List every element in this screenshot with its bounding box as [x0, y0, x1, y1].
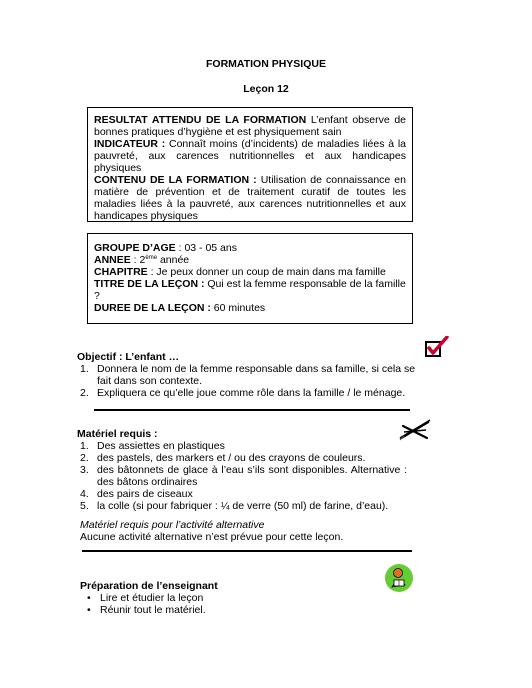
chapter: [94, 266, 406, 278]
duration: [94, 302, 406, 314]
lesson-info-box: [87, 233, 413, 324]
lesson-name: [94, 278, 406, 302]
materials-list: [77, 440, 407, 512]
alternative-materials: [80, 519, 410, 543]
section-divider: [94, 409, 410, 411]
list-number: 3.: [80, 464, 89, 476]
list-number: 1.: [80, 440, 89, 452]
chapter-value: : Je peux donner un coup de main dans ma famille: [147, 266, 386, 278]
list-number: 2.: [80, 452, 89, 464]
lesson-name-label: TITRE DE LA LEÇON :: [94, 278, 205, 290]
list-text: des pairs de ciseaux: [97, 488, 193, 500]
list-item: [80, 592, 410, 604]
training-content: [94, 174, 406, 222]
alternative-heading: Matériel requis pour l’activité alternative: [80, 519, 265, 531]
page-title: FORMATION PHYSIQUE: [206, 58, 326, 70]
list-text: Expliquera ce qu’elle joue comme rôle dans la famille / le ménage.: [97, 387, 406, 399]
list-number: 2.: [80, 387, 89, 399]
bullet-icon: •: [87, 592, 91, 604]
list-item: [77, 500, 407, 512]
checkbox-check-icon: [425, 336, 449, 360]
materials-section: [77, 428, 407, 512]
alternative-text: Aucune activité alternative n’est prévue pour cette leçon.: [80, 531, 344, 543]
age-group: [94, 242, 406, 254]
expected-result-label: RESULTAT ATTENDU DE LA FORMATION: [94, 114, 307, 126]
year-suffix: année: [157, 254, 190, 266]
list-item: [77, 363, 417, 387]
preparation-list: [80, 592, 410, 616]
list-item: [77, 488, 407, 500]
list-item: [77, 387, 417, 399]
list-text: des bâtonnets de glace à l’eau s’ils sont disponibles. Alternative : des bâtons ordinaires: [97, 464, 407, 488]
expected-result-box: [87, 107, 413, 222]
year-label: ANNEE: [94, 254, 131, 266]
list-item: [80, 604, 410, 616]
list-item: [77, 440, 407, 452]
training-content-label: CONTENU DE LA FORMATION :: [94, 174, 257, 186]
objective-list: [77, 363, 417, 399]
list-text: Des assiettes en plastiques: [97, 440, 225, 452]
list-item: [77, 452, 407, 464]
indicator-text: Connaît moins (d’incidents) de maladies liées à la pauvreté, aux carences nutritionnelles et aux handicapes physiques: [94, 138, 406, 174]
indicator-label: INDICATEUR :: [94, 138, 166, 150]
list-number: 5.: [80, 500, 89, 512]
duration-label: DUREE DE LA LEÇON :: [94, 302, 211, 314]
bullet-icon: •: [87, 604, 91, 616]
age-group-value: : 03 - 05 ans: [175, 242, 237, 254]
list-text: des pastels, des markers et / ou des crayons de couleurs.: [97, 452, 366, 464]
teacher-preparation-section: [80, 580, 410, 616]
list-text: Donnera le nom de la femme responsable dans sa famille, si cela se fait dans son contexte.: [97, 363, 416, 387]
duration-value: 60 minutes: [210, 302, 266, 314]
year-superscript: ème: [145, 255, 158, 261]
list-text: la colle (si pour fabriquer : ¼ de verre (50 ml) de farine, d’eau).: [97, 500, 389, 512]
indicator: [94, 138, 406, 174]
section-divider: [82, 550, 412, 552]
expected-result: [94, 114, 406, 138]
year: [94, 254, 406, 266]
lesson-name-value: Qui est la femme responsable de la famille ?: [94, 278, 406, 302]
year-prefix: : 2: [130, 254, 146, 266]
list-number: 4.: [80, 488, 89, 500]
age-group-label: GROUPE D’AGE: [94, 242, 176, 254]
chapter-label: CHAPITRE: [94, 266, 148, 278]
teacher-preparation-heading: Préparation de l’enseignant: [80, 580, 218, 592]
lesson-title: Leçon 12: [243, 83, 289, 95]
objective-section: [77, 351, 417, 399]
training-content-text: Utilisation de connaissance en matière de prévention et de traitement curatif de toutes les maladies liées à la pauvreté, aux carences nutritionnelles et aux handicapes physiques: [94, 174, 406, 222]
expected-result-text: L’enfant observe de bonnes pratiques d’hygiène et est physiquement sain: [94, 114, 406, 138]
list-number: 1.: [80, 363, 89, 375]
objective-heading: Objectif : L’enfant …: [77, 351, 180, 363]
materials-heading: Matériel requis :: [77, 428, 158, 440]
list-text: Lire et étudier la leçon: [100, 592, 204, 604]
list-item: [77, 464, 407, 488]
list-text: Réunir tout le matériel.: [100, 604, 206, 616]
